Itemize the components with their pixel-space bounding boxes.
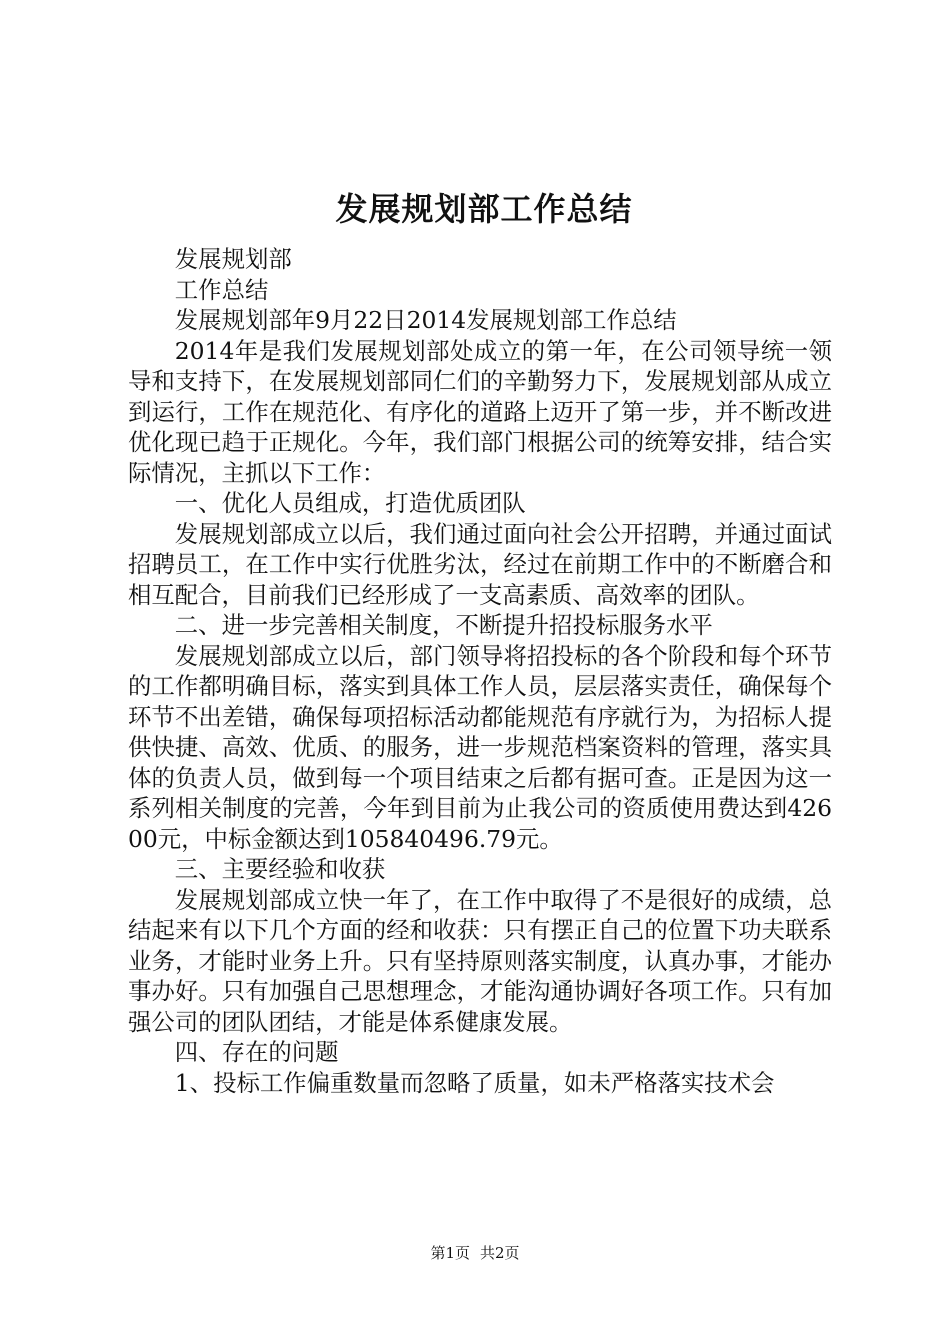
- body-paragraph: 发展规划部成立以后，我们通过面向社会公开招聘，并通过面试招聘员工，在工作中实行优胜劣汰，经过在前期工作中的不断磨合和相互配合，目前我们已经形成了一支高素质、高效率的团队。: [128, 519, 832, 609]
- section-heading: 二、进一步完善相关制度，不断提升招投标服务水平: [174, 611, 713, 639]
- body-paragraph: 发展规划部成立快一年了，在工作中取得了不是很好的成绩，总结起来有以下几个方面的经和收获：只有摆正自己的位置下功夫联系业务，才能时业务上升。只有坚持原则落实制度，认真办事，才能办事办好。只有加强自己思想理念，才能沟通协调好各项工作。只有加强公司的团队团结，才能是体系健康发展。: [128, 885, 832, 1036]
- body-paragraph: 2014年是我们发展规划部处成立的第一年，在公司领导统一领导和支持下，在发展规划部同仁们的辛勤努力下，发展规划部从成立到运行，工作在规范化、有序化的道路上迈开了第一步，并不断改进优化现已趋于正规化。今年，我们部门根据公司的统筹安排，结合实际情况，主抓以下工作：: [128, 336, 832, 487]
- page-number-total: 共2页: [480, 1244, 520, 1262]
- document-title: 发展规划部工作总结: [335, 190, 633, 228]
- page-number-current: 第1页: [430, 1244, 470, 1262]
- body-paragraph: 发展规划部成立以后，部门领导将招投标的各个阶段和每个环节的工作都明确目标，落实到具体工作人员，层层落实责任，确保每个环节不出差错，确保每项招标活动都能规范有序就行为，为招标人提供快捷、高效、优质、的服务，进一步规范档案资料的管理，落实具体的负责人员，做到每一个项目结束之后都有据可查。正是因为这一系列相关制度的完善，今年到目前为止我公司的资质使用费达到42600元，中标金额达到105840496.79元。: [128, 641, 832, 853]
- body-paragraph: 工作总结: [174, 275, 269, 304]
- section-heading: 一、优化人员组成，打造优质团队: [174, 489, 526, 517]
- section-heading: 四、存在的问题: [174, 1038, 339, 1066]
- section-heading: 三、主要经验和收获: [174, 855, 386, 883]
- page-footer: [0, 1243, 950, 1263]
- body-paragraph: 1、投标工作偏重数量而忽略了质量，如未严格落实技术会: [174, 1068, 775, 1097]
- body-paragraph: 发展规划部年9月22日2014发展规划部工作总结: [174, 306, 677, 334]
- body-paragraph: 发展规划部: [174, 245, 292, 273]
- document-body: [128, 244, 832, 1098]
